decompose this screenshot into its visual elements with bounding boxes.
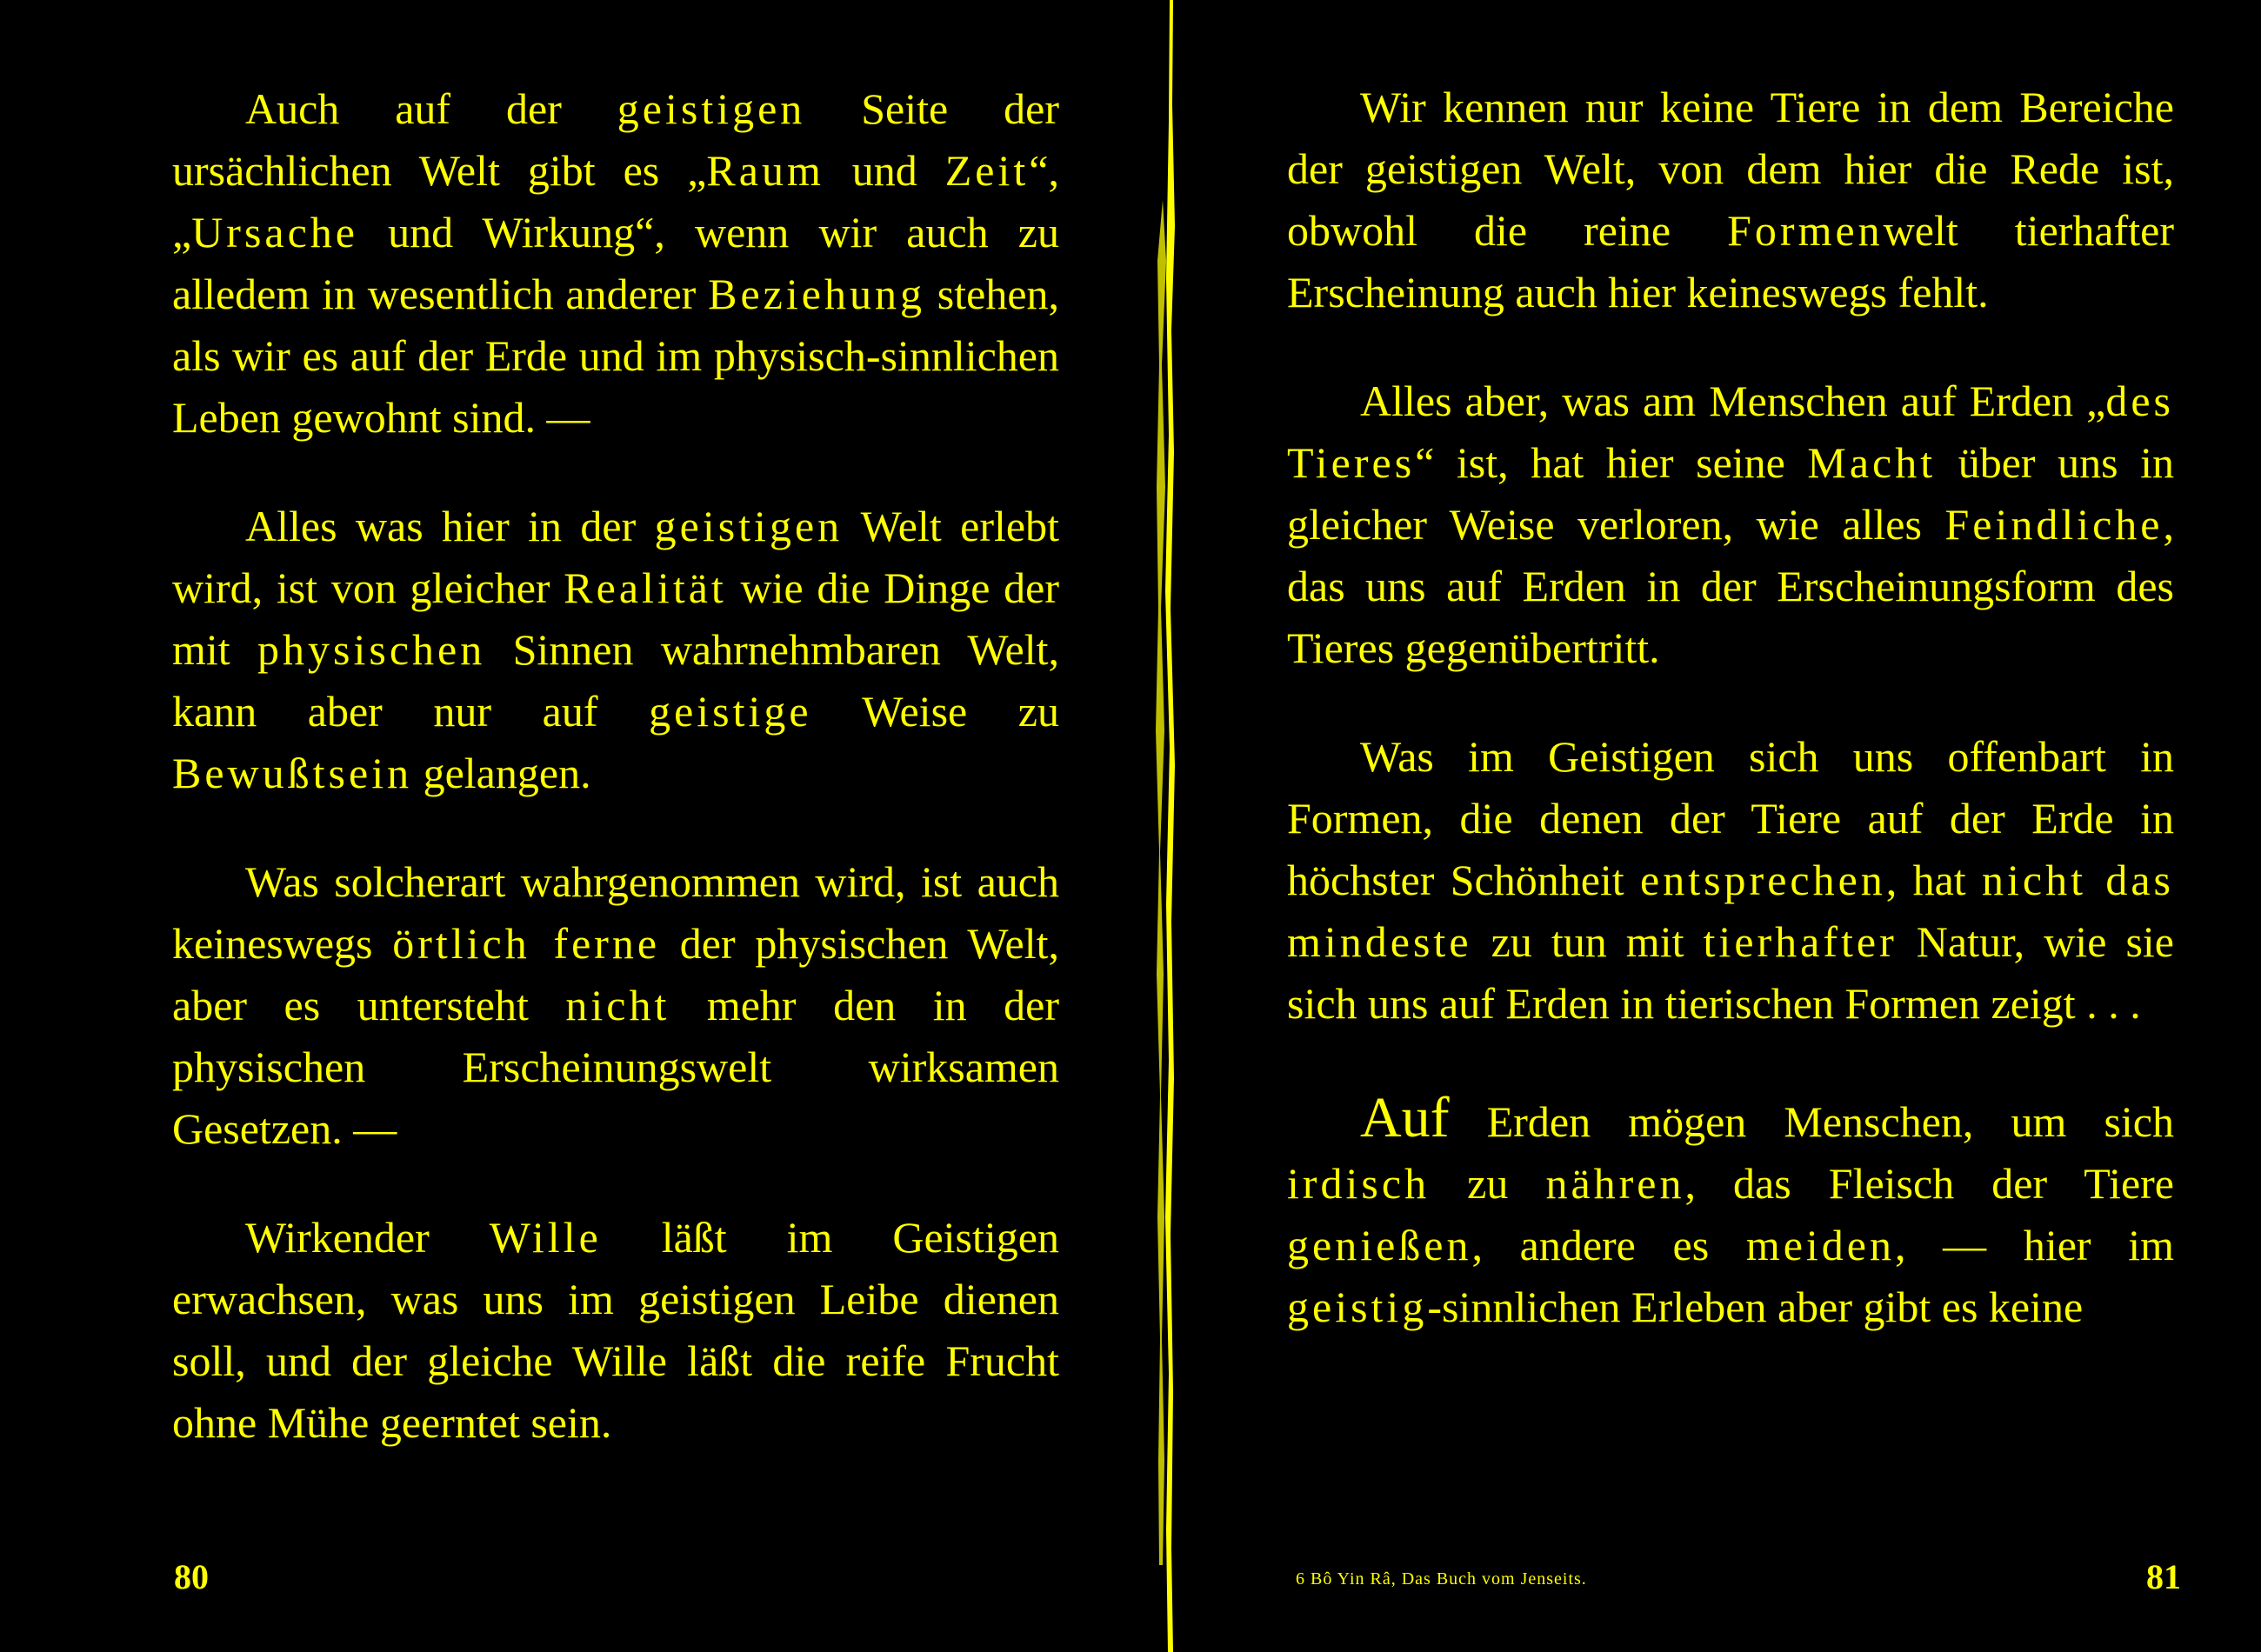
left-paragraph: [172, 851, 1059, 1160]
gutter-shadow-graphic: [1144, 0, 1187, 1652]
book-gutter: [1144, 0, 1187, 1652]
right-paragraph: [1287, 726, 2174, 1035]
text-run: stehen, als wir es auf der Erde und im physisch-sinnlichen Leben gewohnt sind. —: [172, 270, 1060, 442]
text-run: Alles was hier in der: [245, 502, 655, 550]
drop-initial-word: Auf: [1360, 1086, 1450, 1149]
text-run: Seite der ursächlichen Welt gibt es „: [172, 84, 1059, 195]
spaced-emphasis: geistige: [649, 687, 812, 736]
text-run: gelangen.: [412, 749, 591, 797]
spaced-emphasis: Wille: [489, 1213, 602, 1262]
right-paragraph: [1287, 1087, 2174, 1338]
left-paragraph: [172, 1207, 1059, 1454]
text-run: mehr den in der physischen Erscheinungswelt wirksamen Gesetzen. —: [172, 981, 1059, 1153]
text-run: Wir kennen nur keine Tiere in dem Bereiche der geistigen Welt, von dem hier die Rede ist, obwohl die reine: [1287, 83, 2174, 255]
text-run: “, „: [172, 146, 1059, 256]
text-run: wie die Dinge der mit: [172, 563, 1059, 674]
gutter-edge-line: [1165, 0, 1175, 1652]
text-run: und Wirkung“, wenn wir auch zu alledem in wesentlich anderer: [172, 208, 1059, 318]
spaced-emphasis: Realität: [564, 563, 727, 612]
text-run: der physischen Welt, aber es untersteht: [172, 919, 1060, 1029]
text-run: Welt erlebt wird, ist von gleicher: [172, 502, 1059, 612]
spaced-emphasis: örtlich ferne: [392, 919, 661, 968]
right-page: [1191, 0, 2261, 1652]
right-paragraph: [1287, 77, 2174, 323]
spaced-emphasis: meiden: [1745, 1221, 1895, 1269]
text-run: , das uns auf Erden in der Erscheinungsform des Tieres gegenübertritt.: [1287, 500, 2174, 672]
spaced-emphasis: Bewußtsein: [172, 749, 413, 797]
spaced-emphasis: geistig: [1287, 1282, 1428, 1331]
gutter-inner-line: [1156, 200, 1166, 1565]
text-run: Was im Geistigen sich uns offenbart in Formen, die denen der Tiere auf der Erde in höchster Schönheit: [1287, 732, 2174, 904]
spaced-emphasis: Macht: [1807, 438, 1937, 487]
spaced-emphasis: genießen: [1287, 1221, 1472, 1269]
right-page-number: 81: [2146, 1557, 2181, 1596]
spaced-emphasis: irdisch: [1287, 1159, 1431, 1208]
spaced-emphasis: physischen: [257, 625, 486, 674]
left-paragraph: [172, 78, 1059, 449]
text-run: Weise zu: [811, 687, 1059, 736]
left-page-text: [172, 78, 1059, 1501]
spaced-emphasis: nicht das mindeste: [1287, 856, 2174, 966]
text-run: welt tierhafter Erscheinung auch hier keineswegs fehlt.: [1287, 206, 2174, 316]
text-run: und: [824, 146, 945, 195]
left-paragraph: [172, 496, 1059, 804]
text-run: , — hier im: [1895, 1221, 2174, 1269]
spaced-emphasis: entsprechen: [1640, 856, 1886, 904]
spaced-emphasis: des Tieres: [1287, 376, 2174, 487]
text-run: Erden mögen Menschen, um sich: [1449, 1097, 2174, 1146]
right-paragraph: [1287, 370, 2174, 679]
text-run: Auch auf der: [245, 84, 617, 133]
text-run: Sinnen wahrnehmbaren Welt, kann aber nur auf: [172, 625, 1059, 736]
spaced-emphasis: Zeit: [944, 146, 1030, 195]
text-run: Natur, wie sie sich uns auf Erden in tierischen Formen zeigt . . .: [1287, 917, 2174, 1028]
spaced-emphasis: nicht: [565, 981, 670, 1029]
spaced-emphasis: Ursache: [191, 208, 358, 256]
printer-signature: 6 Bô Yin Râ, Das Buch vom Jenseits.: [1296, 1569, 1587, 1589]
text-run: , andere es: [1471, 1221, 1746, 1269]
spaced-emphasis: Feindliche: [1944, 500, 2164, 549]
text-run: Was solcherart wahrgenommen wird, ist auch keineswegs: [172, 857, 1059, 968]
text-run: über uns in gleicher Weise verloren, wie alles: [1287, 438, 2174, 549]
text-run: , das Fleisch der Tiere: [1684, 1159, 2174, 1208]
right-page-text: [1287, 77, 2174, 1385]
spaced-emphasis: Raum: [706, 146, 824, 195]
text-run: , hat: [1885, 856, 1983, 904]
text-run: Alles aber, was am Menschen auf Erden „: [1360, 376, 2106, 425]
text-run: zu tun mit: [1471, 917, 1704, 966]
text-run: läßt im Geistigen erwachsen, was uns im geistigen Leibe dienen soll, und der gleiche Wille läßt die reife Frucht ohne Mühe geerntet sein.: [172, 1213, 1059, 1447]
text-run: zu: [1430, 1159, 1546, 1208]
spaced-emphasis: tierhafter: [1703, 917, 1898, 966]
spaced-emphasis: geistigen: [617, 84, 806, 133]
text-run: -sinnlichen Erleben aber gibt es keine: [1427, 1282, 2084, 1331]
spaced-emphasis: Formen: [1727, 206, 1884, 255]
left-page-number: 80: [174, 1557, 209, 1596]
spaced-emphasis: geistigen: [654, 502, 844, 550]
spaced-emphasis: Beziehung: [708, 270, 925, 318]
text-run: Wirkender: [245, 1213, 490, 1262]
text-run: “ ist, hat hier seine: [1415, 438, 1808, 487]
spaced-emphasis: nähren: [1545, 1159, 1685, 1208]
